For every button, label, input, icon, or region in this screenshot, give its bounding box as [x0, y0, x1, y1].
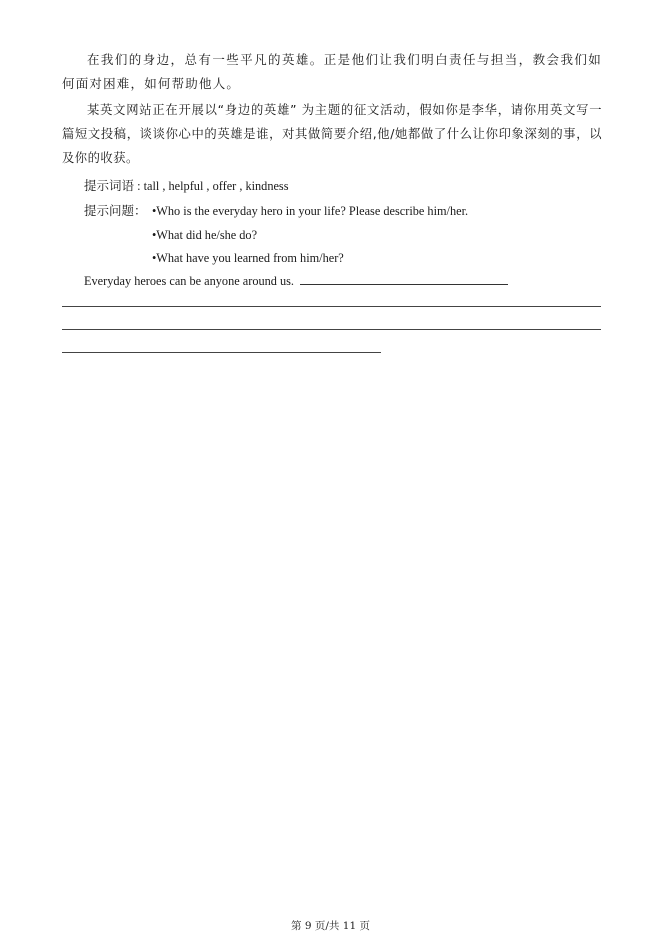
answer-blank-inline[interactable] — [300, 272, 508, 285]
answer-line-3[interactable] — [62, 352, 381, 353]
answer-starter-text: Everyday heroes can be anyone around us. — [84, 274, 294, 288]
hint-question-2: •What did he/she do? — [152, 228, 258, 242]
answer-line-2[interactable] — [62, 329, 601, 330]
hint-questions-label-line — [84, 203, 147, 219]
hint-questions-label: 提示问题 — [84, 203, 135, 218]
hint-words-label: 提示词语 — [84, 178, 135, 193]
hint-question-3: •What have you learned from him/her? — [152, 251, 344, 265]
page-footer: 第 9 页/共 11 页 — [291, 920, 370, 932]
hint-question-1: •Who is the everyday hero in your life? Please describe him/her. — [152, 204, 469, 218]
hint-words-separator: : — [134, 179, 144, 193]
answer-starter-line — [84, 272, 508, 289]
intro-paragraph: 在我们的身边，总有一些平凡的英雄。正是他们让我们明白责任与担当，教会我们如何面对困难，如何帮助他人。 — [62, 52, 602, 91]
answer-line-1[interactable] — [62, 306, 601, 307]
hint-questions-separator: ： — [134, 203, 147, 218]
hint-words-line — [84, 178, 289, 194]
hint-words-value: tall , helpful , offer , kindness — [143, 179, 289, 193]
task-paragraph: 某英文网站正在开展以“身边的英雄” 为主题的征文活动，假如你是李华，请你用英文写一篇短文投稿，谈谈你心中的英雄是谁，对其做简要介绍,他/她都做了什么让你印象深刻的事，以及你的收获。 — [62, 103, 602, 165]
